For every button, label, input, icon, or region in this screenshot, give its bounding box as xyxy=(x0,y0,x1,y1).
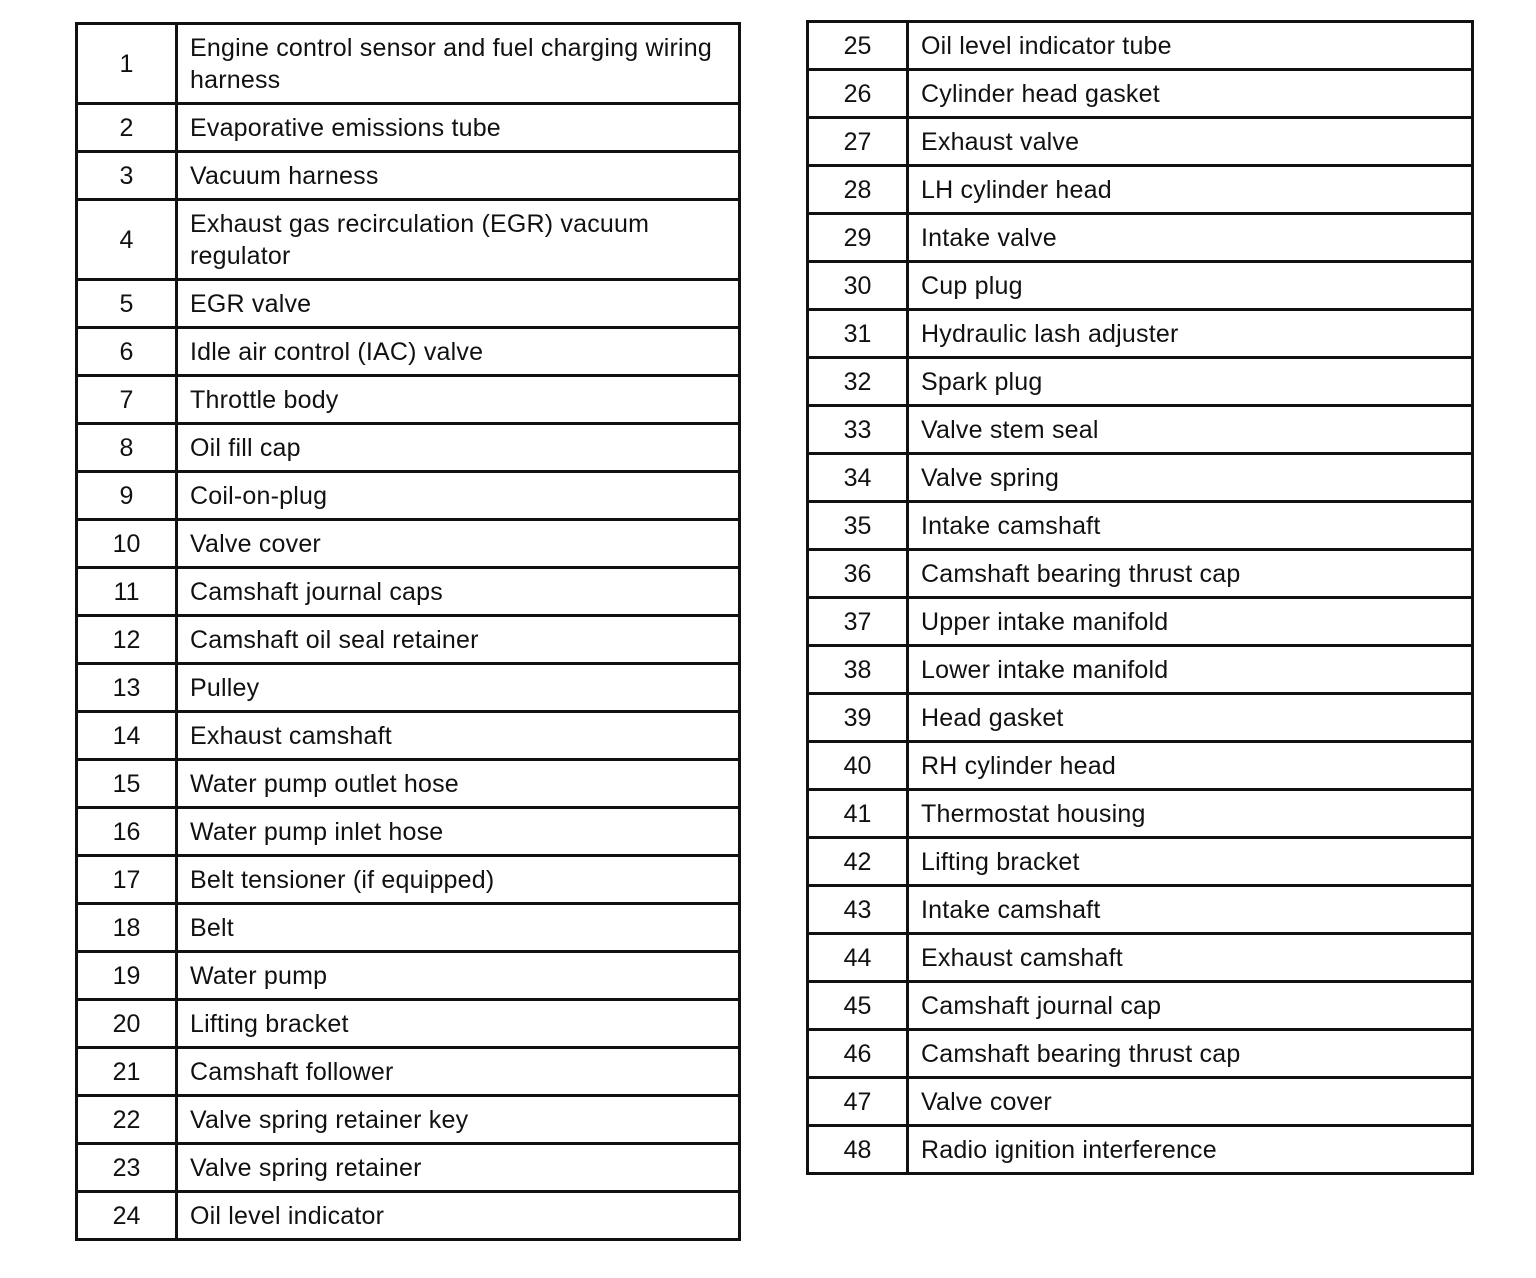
item-number: 11 xyxy=(77,568,177,616)
table-row xyxy=(77,104,740,152)
item-number: 18 xyxy=(77,904,177,952)
table-row xyxy=(808,646,1473,694)
item-number: 40 xyxy=(808,742,908,790)
item-description: Intake camshaft xyxy=(908,886,1473,934)
item-description: Belt tensioner (if equipped) xyxy=(177,856,740,904)
item-description: Oil level indicator xyxy=(177,1192,740,1240)
item-number: 25 xyxy=(808,22,908,70)
item-description: Cylinder head gasket xyxy=(908,70,1473,118)
table-row xyxy=(77,1096,740,1144)
item-number: 33 xyxy=(808,406,908,454)
item-number: 30 xyxy=(808,262,908,310)
item-description: Camshaft journal cap xyxy=(908,982,1473,1030)
item-description: Head gasket xyxy=(908,694,1473,742)
item-description: RH cylinder head xyxy=(908,742,1473,790)
table-row xyxy=(77,472,740,520)
item-description: Oil level indicator tube xyxy=(908,22,1473,70)
table-row xyxy=(808,1126,1473,1174)
table-row xyxy=(77,328,740,376)
table-row xyxy=(808,406,1473,454)
item-description: Valve spring xyxy=(908,454,1473,502)
item-description: Camshaft follower xyxy=(177,1048,740,1096)
item-description: Intake camshaft xyxy=(908,502,1473,550)
item-number: 7 xyxy=(77,376,177,424)
table-row xyxy=(808,310,1473,358)
item-number: 39 xyxy=(808,694,908,742)
table-row xyxy=(808,70,1473,118)
item-number: 15 xyxy=(77,760,177,808)
item-number: 43 xyxy=(808,886,908,934)
table-row xyxy=(77,568,740,616)
item-description: Lifting bracket xyxy=(177,1000,740,1048)
table-row xyxy=(808,502,1473,550)
table-row xyxy=(77,24,740,104)
table-row xyxy=(808,166,1473,214)
item-number: 24 xyxy=(77,1192,177,1240)
item-description: Hydraulic lash adjuster xyxy=(908,310,1473,358)
item-description: Thermostat housing xyxy=(908,790,1473,838)
item-number: 47 xyxy=(808,1078,908,1126)
table-row xyxy=(808,790,1473,838)
item-number: 36 xyxy=(808,550,908,598)
item-number: 23 xyxy=(77,1144,177,1192)
item-number: 22 xyxy=(77,1096,177,1144)
item-number: 19 xyxy=(77,952,177,1000)
item-number: 8 xyxy=(77,424,177,472)
item-description: Engine control sensor and fuel charging wiring harness xyxy=(177,24,740,104)
item-description: Exhaust gas recirculation (EGR) vacuum regulator xyxy=(177,200,740,280)
item-number: 32 xyxy=(808,358,908,406)
item-description: Radio ignition interference xyxy=(908,1126,1473,1174)
table-row xyxy=(77,280,740,328)
table-row xyxy=(808,550,1473,598)
item-description: Water pump inlet hose xyxy=(177,808,740,856)
table-row xyxy=(808,454,1473,502)
table-row xyxy=(808,742,1473,790)
item-description: Valve spring retainer xyxy=(177,1144,740,1192)
table-row xyxy=(808,838,1473,886)
item-description: Lifting bracket xyxy=(908,838,1473,886)
table-row xyxy=(77,376,740,424)
table-row xyxy=(77,1192,740,1240)
table-row xyxy=(77,664,740,712)
item-description: Camshaft journal caps xyxy=(177,568,740,616)
item-number: 26 xyxy=(808,70,908,118)
item-number: 29 xyxy=(808,214,908,262)
table-row xyxy=(808,934,1473,982)
table-row xyxy=(808,694,1473,742)
item-number: 27 xyxy=(808,118,908,166)
item-number: 20 xyxy=(77,1000,177,1048)
table-row xyxy=(808,886,1473,934)
item-description: Valve cover xyxy=(177,520,740,568)
item-number: 48 xyxy=(808,1126,908,1174)
table-row xyxy=(77,616,740,664)
item-description: Upper intake manifold xyxy=(908,598,1473,646)
item-number: 44 xyxy=(808,934,908,982)
table-row xyxy=(77,952,740,1000)
item-number: 9 xyxy=(77,472,177,520)
table-row xyxy=(77,520,740,568)
table-row xyxy=(808,1078,1473,1126)
table-row xyxy=(77,200,740,280)
item-number: 28 xyxy=(808,166,908,214)
item-number: 2 xyxy=(77,104,177,152)
table-row xyxy=(808,1030,1473,1078)
item-description: Spark plug xyxy=(908,358,1473,406)
item-description: Cup plug xyxy=(908,262,1473,310)
item-description: Intake valve xyxy=(908,214,1473,262)
item-number: 17 xyxy=(77,856,177,904)
item-description: Exhaust camshaft xyxy=(908,934,1473,982)
item-number: 5 xyxy=(77,280,177,328)
item-number: 13 xyxy=(77,664,177,712)
item-number: 3 xyxy=(77,152,177,200)
table-row xyxy=(77,712,740,760)
item-description: LH cylinder head xyxy=(908,166,1473,214)
table-row xyxy=(808,214,1473,262)
item-number: 45 xyxy=(808,982,908,1030)
item-description: Valve spring retainer key xyxy=(177,1096,740,1144)
item-number: 42 xyxy=(808,838,908,886)
item-description: Evaporative emissions tube xyxy=(177,104,740,152)
table-row xyxy=(808,22,1473,70)
item-description: Valve stem seal xyxy=(908,406,1473,454)
item-description: EGR valve xyxy=(177,280,740,328)
table-row xyxy=(77,1048,740,1096)
item-number: 35 xyxy=(808,502,908,550)
item-number: 6 xyxy=(77,328,177,376)
table-row xyxy=(808,598,1473,646)
parts-legend-table-left xyxy=(75,22,741,1241)
item-number: 16 xyxy=(77,808,177,856)
item-description: Lower intake manifold xyxy=(908,646,1473,694)
item-number: 14 xyxy=(77,712,177,760)
item-description: Camshaft oil seal retainer xyxy=(177,616,740,664)
table-row xyxy=(808,262,1473,310)
table-row xyxy=(77,1144,740,1192)
item-description: Idle air control (IAC) valve xyxy=(177,328,740,376)
item-number: 1 xyxy=(77,24,177,104)
table-row xyxy=(77,904,740,952)
table-row xyxy=(808,358,1473,406)
item-number: 41 xyxy=(808,790,908,838)
item-description: Camshaft bearing thrust cap xyxy=(908,550,1473,598)
table-row xyxy=(808,982,1473,1030)
item-number: 4 xyxy=(77,200,177,280)
item-number: 31 xyxy=(808,310,908,358)
item-number: 46 xyxy=(808,1030,908,1078)
item-number: 34 xyxy=(808,454,908,502)
item-number: 12 xyxy=(77,616,177,664)
item-description: Pulley xyxy=(177,664,740,712)
item-number: 10 xyxy=(77,520,177,568)
item-description: Exhaust valve xyxy=(908,118,1473,166)
table-row xyxy=(77,808,740,856)
item-description: Water pump xyxy=(177,952,740,1000)
table-row xyxy=(77,424,740,472)
table-row xyxy=(77,1000,740,1048)
item-description: Belt xyxy=(177,904,740,952)
item-description: Oil fill cap xyxy=(177,424,740,472)
item-number: 21 xyxy=(77,1048,177,1096)
item-number: 38 xyxy=(808,646,908,694)
item-description: Valve cover xyxy=(908,1078,1473,1126)
table-row xyxy=(77,760,740,808)
item-description: Vacuum harness xyxy=(177,152,740,200)
item-description: Throttle body xyxy=(177,376,740,424)
item-description: Water pump outlet hose xyxy=(177,760,740,808)
table-row xyxy=(808,118,1473,166)
table-row xyxy=(77,152,740,200)
table-row xyxy=(77,856,740,904)
item-number: 37 xyxy=(808,598,908,646)
parts-legend-table-right xyxy=(806,20,1474,1175)
item-description: Exhaust camshaft xyxy=(177,712,740,760)
item-description: Camshaft bearing thrust cap xyxy=(908,1030,1473,1078)
item-description: Coil-on-plug xyxy=(177,472,740,520)
